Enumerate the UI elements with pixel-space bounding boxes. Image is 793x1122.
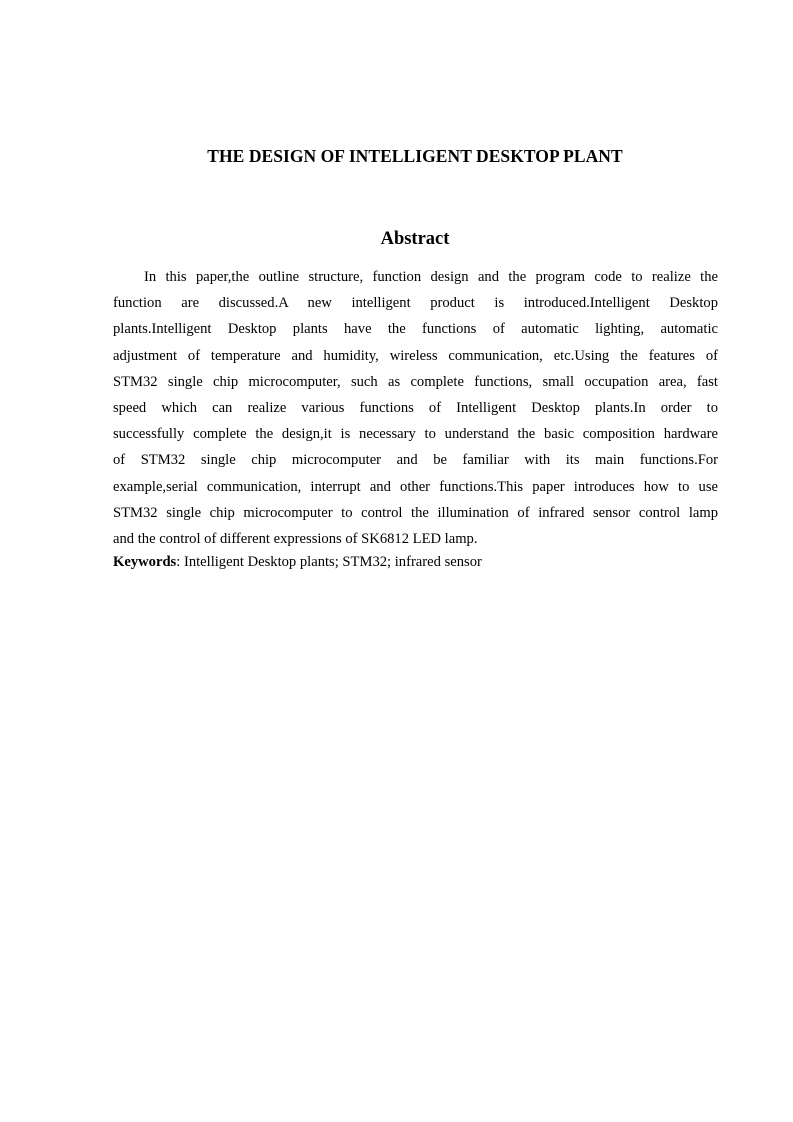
abstract-line: function are discussed.A new intelligent product is introduced.Intelligent Desktop (113, 295, 718, 312)
abstract-line: In this paper,the outline structure, function design and the program code to realize the (144, 269, 718, 285)
keywords-label: Keywords (113, 554, 177, 570)
abstract-line: example,serial communication, interrupt and other functions.This paper introduces how to use (113, 478, 718, 495)
abstract-line: adjustment of temperature and humidity, wireless communication, etc.Using the features of (113, 347, 718, 364)
abstract-line: STM32 single chip microcomputer to control the illumination of infrared sensor control lamp (113, 504, 718, 521)
keywords-line (113, 549, 718, 575)
abstract-line: STM32 single chip microcomputer, such as complete functions, small occupation area, fast (113, 373, 718, 390)
abstract-line: successfully complete the design,it is necessary to understand the basic composition hardware (113, 426, 718, 443)
abstract-line: of STM32 single chip microcomputer and be familiar with its main functions.For (113, 452, 718, 469)
abstract-body (113, 264, 718, 552)
document-title: THE DESIGN OF INTELLIGENT DESKTOP PLANT (207, 146, 623, 166)
abstract-line: speed which can realize various functions of Intelligent Desktop plants.In order to (113, 400, 718, 417)
abstract-heading: Abstract (380, 229, 450, 249)
abstract-line: and the control of different expressions of SK6812 LED lamp. (113, 531, 478, 548)
keywords-text: : Intelligent Desktop plants; STM32; infrared sensor (176, 554, 482, 570)
abstract-line: plants.Intelligent Desktop plants have the functions of automatic lighting, automatic (113, 321, 718, 338)
